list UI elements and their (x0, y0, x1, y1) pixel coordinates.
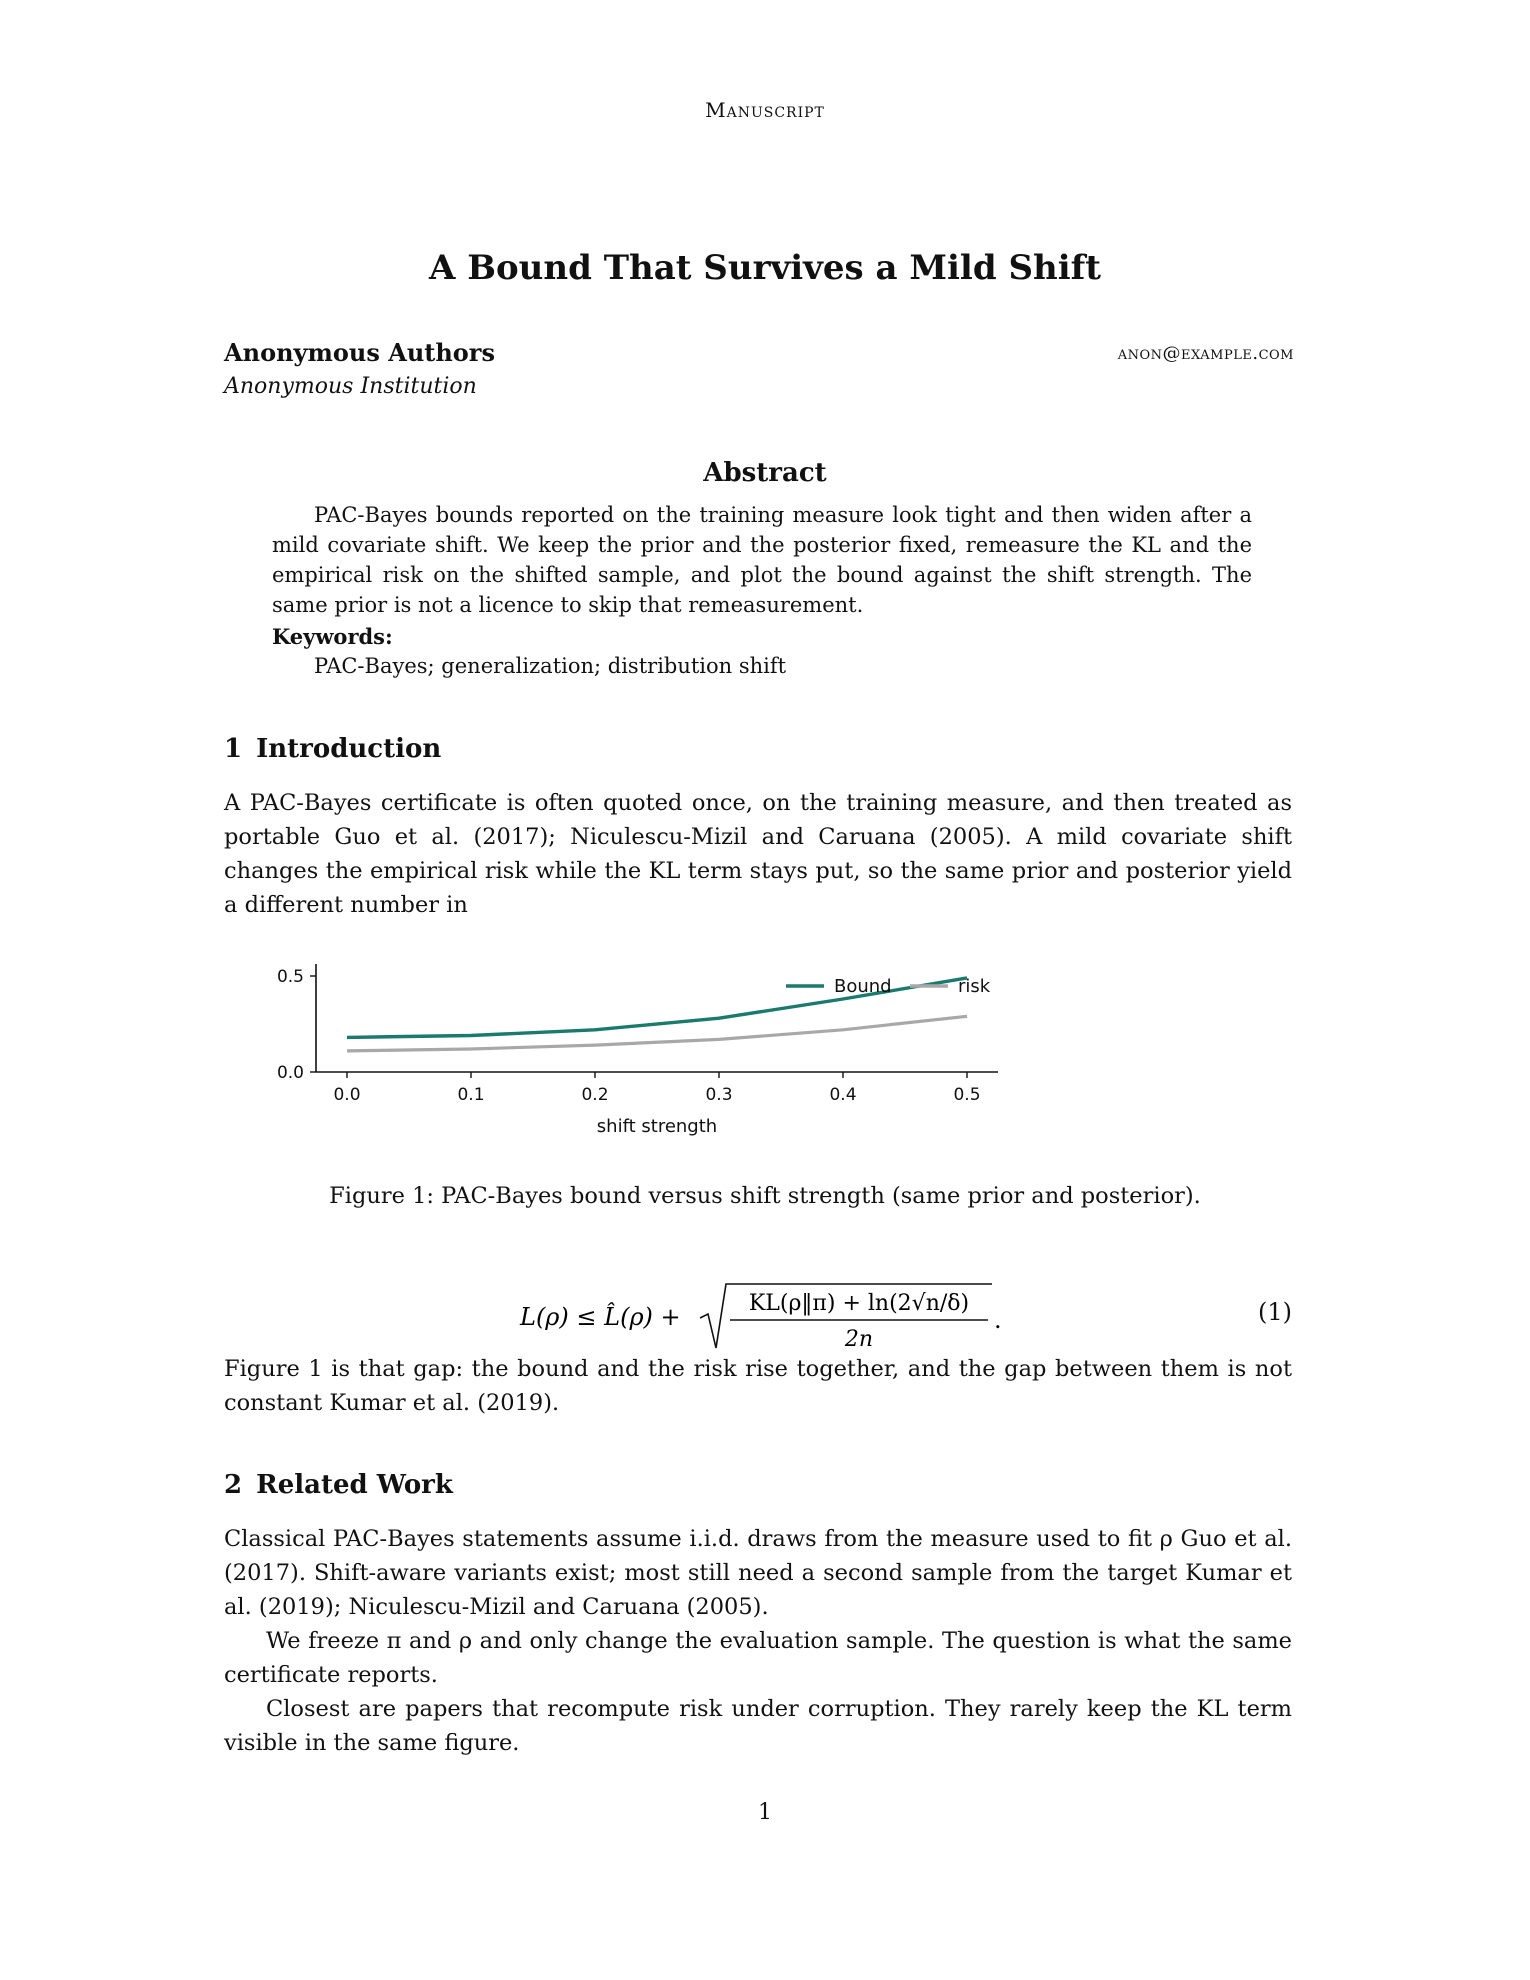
series-line-risk (347, 1016, 967, 1051)
author-name: Anonymous Authors (224, 338, 495, 367)
section-heading-introduction (224, 734, 441, 764)
section-title: Related Work (256, 1470, 453, 1500)
figure-caption: Figure 1: PAC-Bayes bound versus shift strength (same prior and posterior). (329, 1183, 1201, 1209)
related-paragraph-1: Classical PAC-Bayes statements assume i.i.d. draws from the measure used to fit ρ Guo et al. (2017). Shift-aware variants exist; most still need a second sample from the target Kumar et al. (2019); Niculescu-Mizil and Caruana (2005). (224, 1526, 1292, 1620)
x-tick-label: 0.3 (705, 1085, 733, 1105)
keywords-list: PAC-Bayes; generalization; distribution shift (314, 654, 787, 678)
equation-period: . (994, 1306, 1002, 1334)
legend-label-bound: Bound (834, 976, 892, 997)
equation-numerator: KL(ρ‖π) + ln(2√n/δ) (748, 1291, 970, 1316)
equation-lhs: L(ρ) ≤ L̂(ρ) + (520, 1303, 681, 1331)
line-chart (250, 950, 1270, 1140)
equation-number: (1) (1258, 1298, 1292, 1326)
author-institution: Anonymous Institution (224, 374, 477, 399)
section-heading-related-work (224, 1470, 453, 1500)
y-tick-label: 0.5 (276, 967, 304, 987)
abstract-body: PAC-Bayes bounds reported on the training measure look tight and then widen after a mild covariate shift. We keep the prior and the posterior fixed, remeasure the KL and the empirical risk on the shifted sample, and plot the bound against the shift strength. The same prior is not a licence to skip that remeasurement. (272, 503, 1252, 617)
x-axis-label: shift strength (596, 1116, 718, 1137)
y-tick-label: 0.0 (276, 1063, 304, 1083)
intro-paragraph-1: A PAC-Bayes certificate is often quoted once, on the training measure, and then treated as portable Guo et al. (2017); Niculescu-Mizil and Caruana (2005). A mild covariate shift changes the empirical risk while the KL term stays put, so the same prior and posterior yield a different number in (224, 790, 1292, 918)
running-head: Manuscript (705, 98, 825, 122)
x-tick-label: 0.5 (953, 1085, 981, 1105)
equation-denominator: 2n (844, 1327, 874, 1352)
legend-label-risk: risk (958, 976, 991, 997)
x-tick-label: 0.4 (829, 1085, 857, 1105)
section-title: Introduction (256, 734, 442, 764)
equation-1 (0, 1270, 1530, 1360)
x-tick-label: 0.2 (581, 1085, 609, 1105)
x-tick-label: 0.0 (333, 1085, 361, 1105)
equation-graphic (0, 1270, 1530, 1360)
page-number: 1 (758, 1800, 772, 1825)
related-paragraph-2: We freeze π and ρ and only change the evaluation sample. The question is what the same certificate reports. (224, 1628, 1292, 1688)
abstract-heading: Abstract (703, 458, 827, 488)
section-number: 2 (224, 1470, 243, 1500)
section-number: 1 (224, 734, 243, 764)
figure-1 (250, 950, 1270, 1140)
keywords-label: Keywords: (272, 624, 393, 649)
paper-title: A Bound That Survives a Mild Shift (429, 248, 1101, 288)
intro-paragraph-2: Figure 1 is that gap: the bound and the risk rise together, and the gap between them is not constant Kumar et al. (2019). (224, 1356, 1292, 1416)
x-tick-label: 0.1 (457, 1085, 485, 1105)
related-paragraph-3: Closest are papers that recompute risk under corruption. They rarely keep the KL term visible in the same figure. (224, 1696, 1292, 1756)
author-email: anon@example.com (1117, 343, 1294, 364)
